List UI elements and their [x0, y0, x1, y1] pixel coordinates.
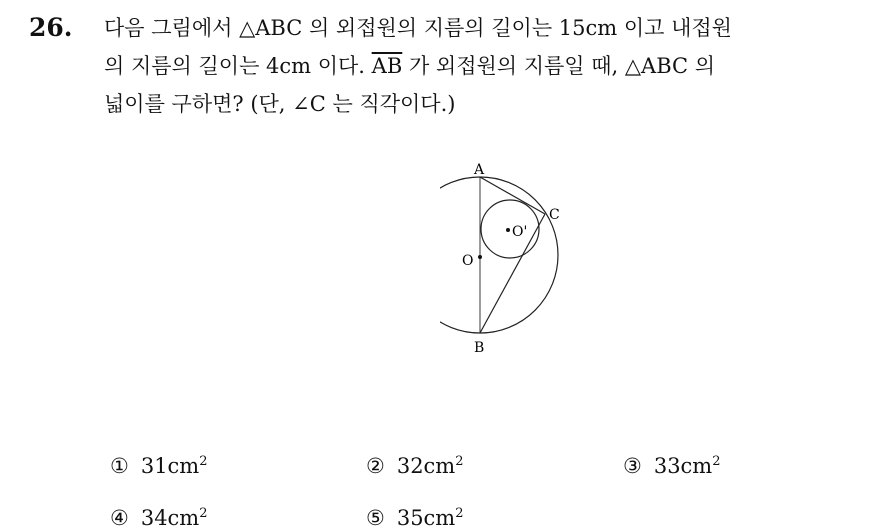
answer-choice-4[interactable] [110, 500, 208, 532]
question-text-line-2-start: 의 지름의 길이는 4cm 이다. [104, 54, 372, 78]
answer-choice-5[interactable] [366, 500, 464, 532]
choice-2-value: 32cm [396, 454, 456, 478]
incircle [481, 200, 539, 258]
choice-1-value: 31cm [140, 454, 200, 478]
center-o-point [478, 255, 482, 259]
choice-4-value: 34cm [140, 506, 200, 530]
choice-4-marker: ④ [110, 506, 129, 530]
circumcircle [440, 177, 558, 333]
choice-3-exponent: 2 [712, 454, 721, 469]
circle-triangle-diagram [440, 150, 580, 360]
question-text-line-3: 넓이를 구하면? (단, ∠C 는 직각이다.) [104, 92, 456, 116]
question-number: 26. [29, 13, 73, 42]
label-b: B [474, 340, 485, 356]
choice-3-value: 33cm [653, 454, 713, 478]
question-text-line-1: 다음 그림에서 △ABC 의 외접원의 지름의 길이는 15cm 이고 내접원 [104, 16, 732, 40]
choice-2-marker: ② [366, 454, 385, 478]
label-o: O [462, 253, 474, 269]
geometry-figure [440, 150, 580, 364]
label-o-prime: O' [512, 224, 528, 240]
choice-1-marker: ① [110, 454, 129, 478]
choice-5-value: 35cm [396, 506, 456, 530]
question-text-line-2 [104, 50, 715, 82]
choice-1-exponent: 2 [199, 454, 208, 469]
choice-5-marker: ⑤ [366, 506, 385, 530]
answer-choice-3[interactable] [623, 448, 721, 480]
segment-ab-overline: $\overline{AB}$ [371, 54, 403, 78]
answer-choice-1[interactable] [110, 448, 208, 480]
choice-5-exponent: 2 [455, 506, 464, 521]
answer-choice-2[interactable] [366, 448, 464, 480]
choice-2-exponent: 2 [455, 454, 464, 469]
label-a: A [474, 162, 485, 178]
choice-4-exponent: 2 [199, 506, 208, 521]
label-c: C [549, 207, 560, 223]
choice-3-marker: ③ [623, 454, 642, 478]
question-text-line-2-end: 가 외접원의 지름일 때, △ABC 의 [402, 54, 716, 78]
center-o-prime-point [506, 228, 510, 232]
